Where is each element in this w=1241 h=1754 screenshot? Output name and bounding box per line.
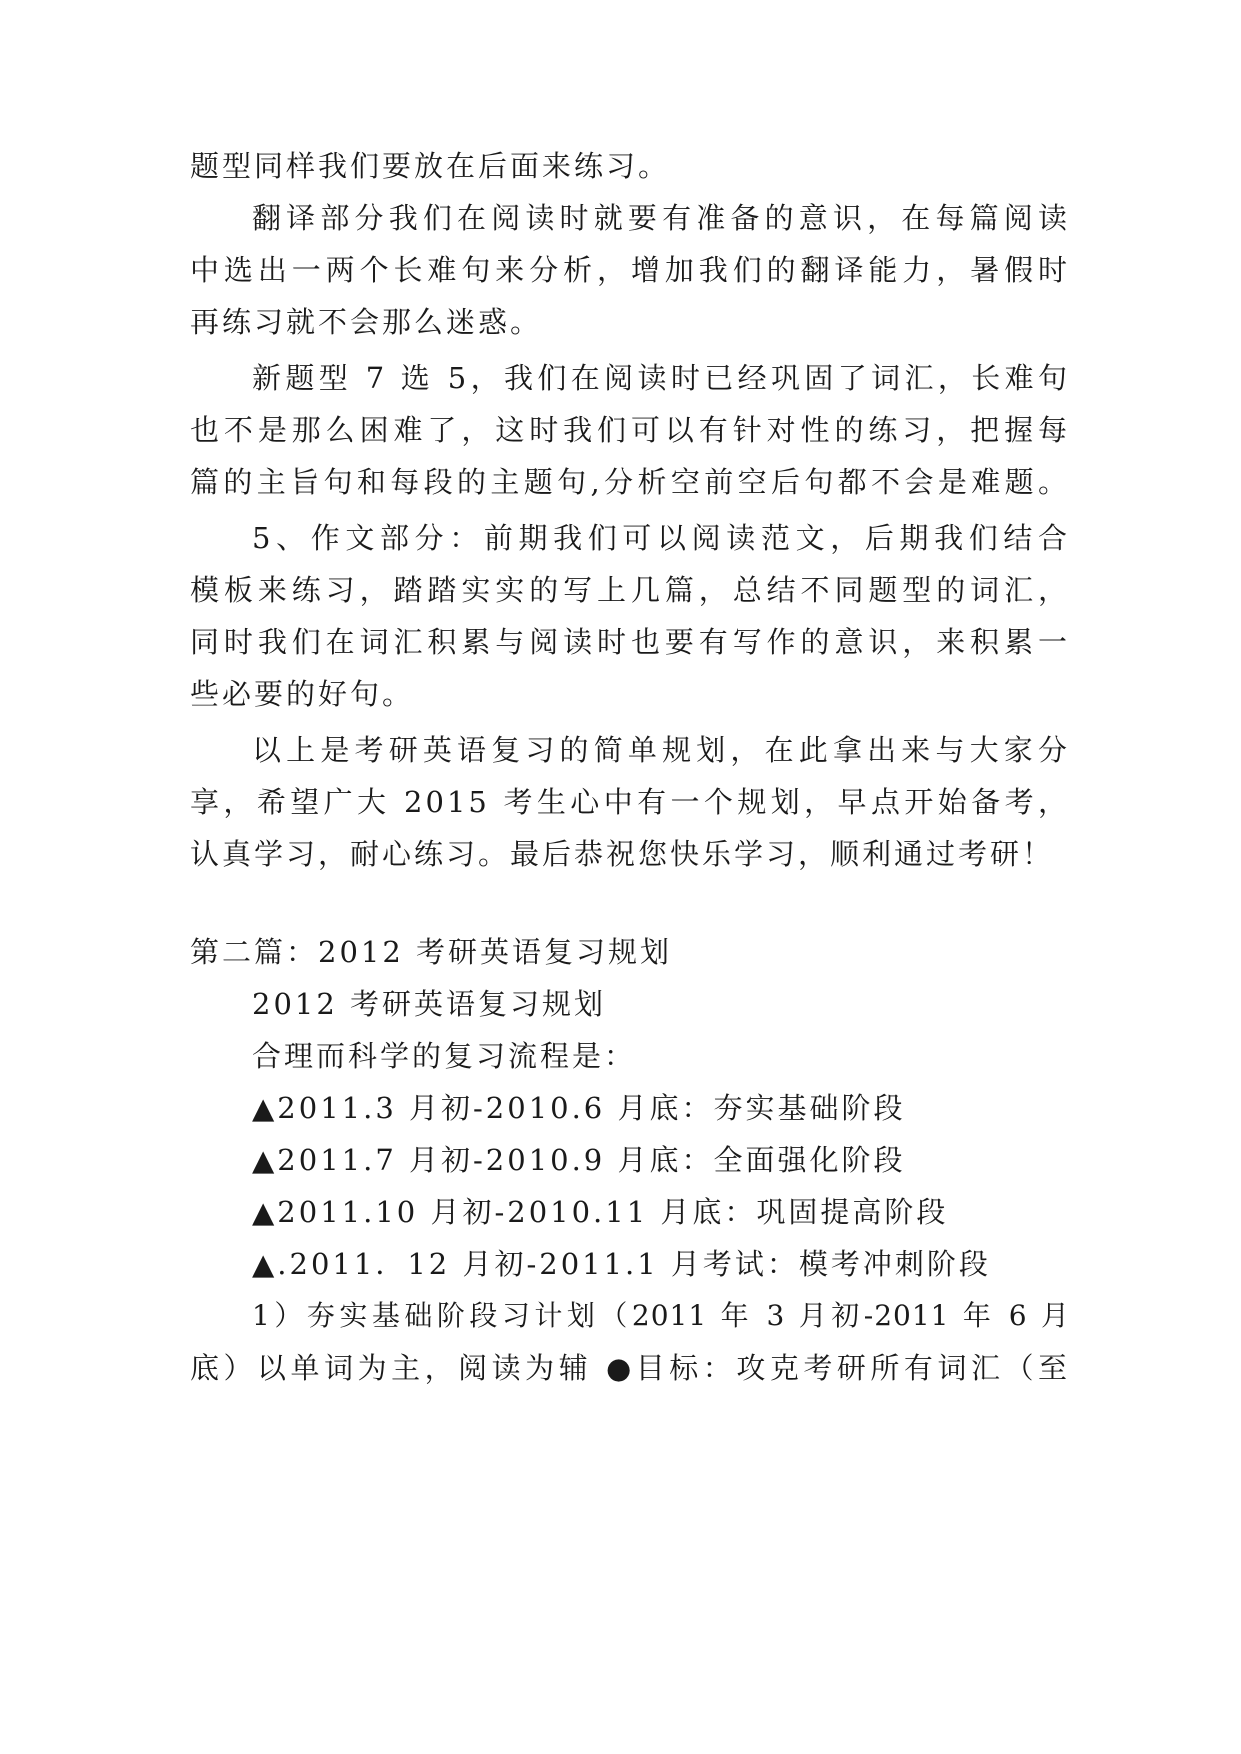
paragraph-line: 中选出一两个长难句来分析，增加我们的翻译能力，暑假时 xyxy=(190,253,1070,287)
paragraph-line: 认真学习，耐心练习。最后恭祝您快乐学习，顺利通过考研！ xyxy=(190,837,1055,871)
schedule-item: ▲2011.7 月初-2010.9 月底：全面强化阶段 xyxy=(252,1143,906,1177)
paragraph-line: 题型同样我们要放在后面来练习。 xyxy=(190,149,671,183)
paragraph-line: 同时我们在词汇积累与阅读时也要有写作的意识，来积累一 xyxy=(190,625,1070,659)
paragraph-line: 以上是考研英语复习的简单规划，在此拿出来与大家分 xyxy=(252,733,1070,767)
schedule-item: ▲.2011．12 月初-2011.1 月考试：模考冲刺阶段 xyxy=(252,1247,991,1281)
paragraph-line: 合理而科学的复习流程是： xyxy=(252,1039,637,1073)
paragraph-line: 新题型 7 选 5，我们在阅读时已经巩固了词汇，长难句 xyxy=(252,361,1070,395)
schedule-item: ▲2011.3 月初-2010.6 月底：夯实基础阶段 xyxy=(252,1091,906,1125)
paragraph-line: 2012 考研英语复习规划 xyxy=(252,987,607,1021)
paragraph-line: 翻译部分我们在阅读时就要有准备的意识，在每篇阅读 xyxy=(252,201,1070,235)
paragraph-line: 也不是那么困难了，这时我们可以有针对性的练习，把握每 xyxy=(190,413,1070,447)
paragraph-line: 1）夯实基础阶段习计划（2011 年 3 月初-2011 年 6 月 xyxy=(252,1299,1070,1332)
paragraph-line: 模板来练习，踏踏实实的写上几篇，总结不同题型的词汇， xyxy=(190,573,1070,607)
paragraph-line: 底）以单词为主，阅读为辅 ●目标：攻克考研所有词汇（至 xyxy=(190,1351,1070,1385)
schedule-item: ▲2011.10 月初-2010.11 月底：巩固提高阶段 xyxy=(252,1195,949,1229)
paragraph-line: 5、作文部分：前期我们可以阅读范文，后期我们结合 xyxy=(252,521,1070,555)
paragraph-line: 再练习就不会那么迷惑。 xyxy=(190,305,543,339)
paragraph-line: 享，希望广大 2015 考生心中有一个规划，早点开始备考， xyxy=(190,785,1070,819)
section-heading: 第二篇：2012 考研英语复习规划 xyxy=(190,935,673,969)
paragraph-line: 些必要的好句。 xyxy=(190,677,415,711)
paragraph-line: 篇的主旨句和每段的主题句,分析空前空后句都不会是难题。 xyxy=(190,465,1070,499)
